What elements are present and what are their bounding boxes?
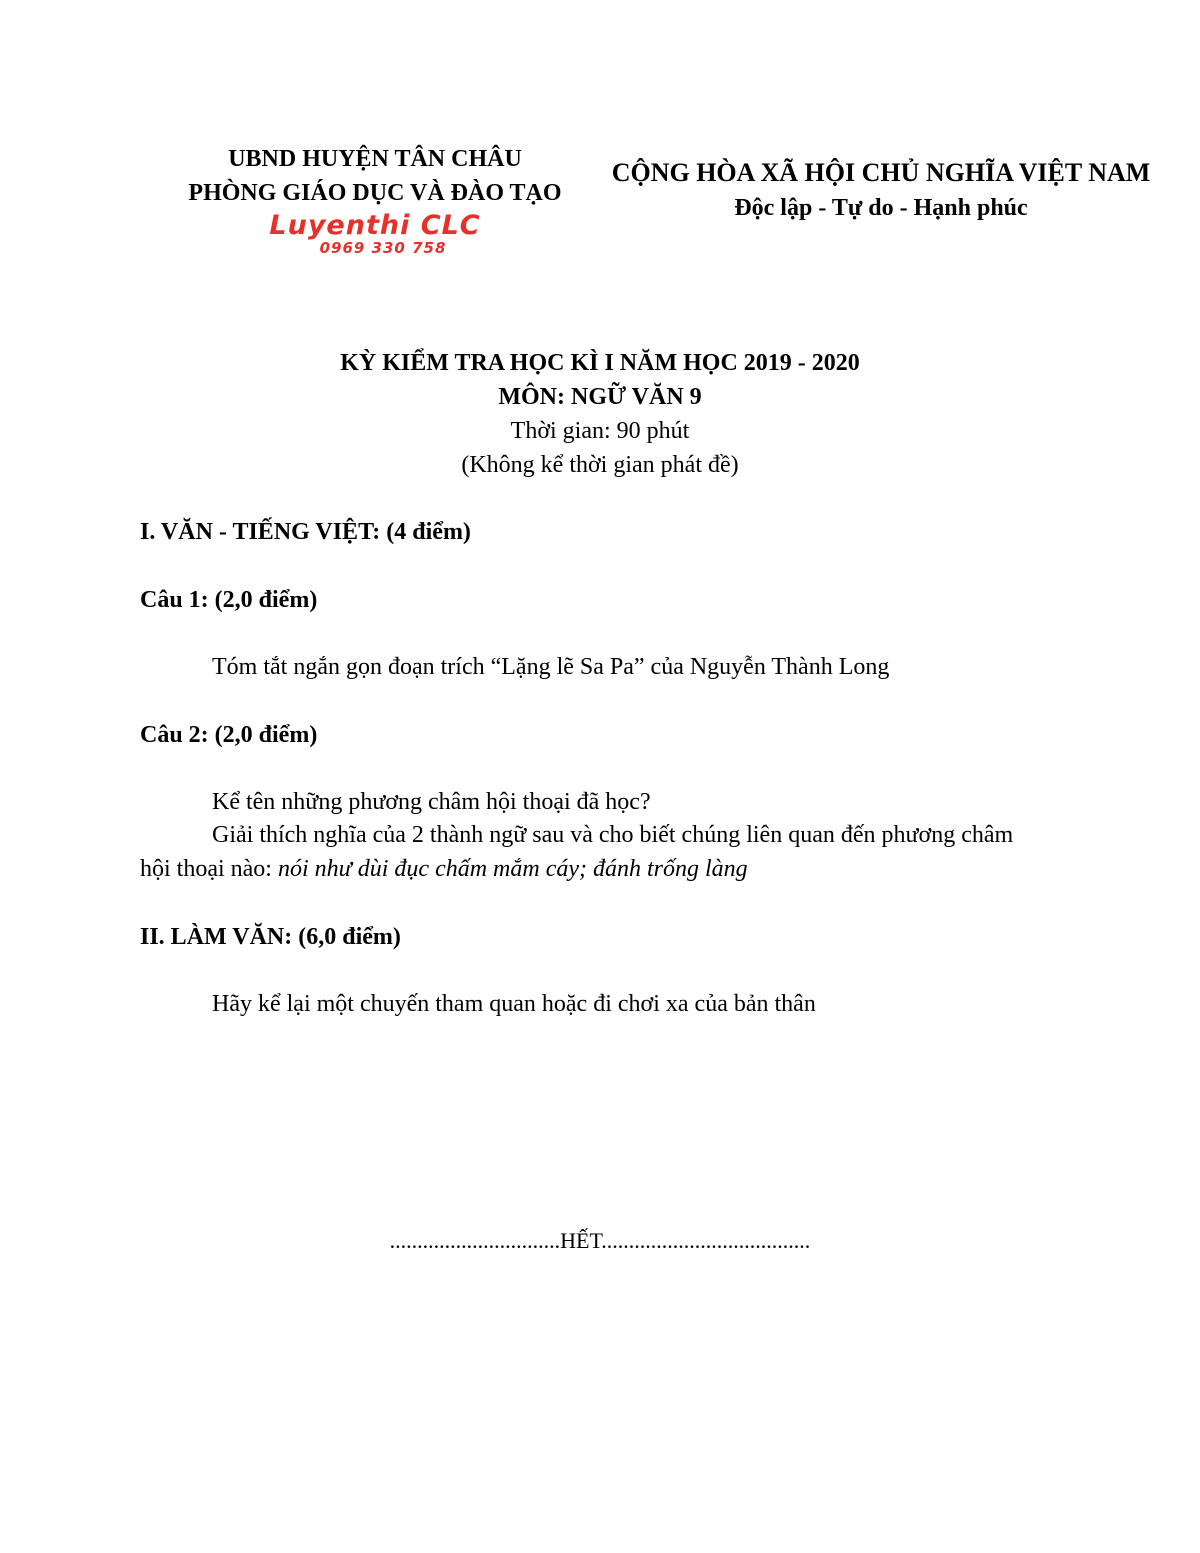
question-2-line-1: Kể tên những phương châm hội thoại đã học? [212, 789, 651, 815]
exam-title-block [0, 346, 1200, 482]
watermark-phone: 0969 330 758 [319, 239, 447, 257]
end-marker: ...............................HẾT...................................... [389, 1228, 811, 1253]
nation-name: CỘNG HÒA XÃ HỘI CHỦ NGHĨA VIỆT NAM [611, 158, 1151, 187]
watermark-logo [160, 212, 590, 258]
idioms-text: nói như dùi đục chấm mắm cáy; đánh trống làng [277, 856, 748, 882]
header-left [160, 142, 590, 258]
question-2-heading: Câu 2: (2,0 điểm) [140, 722, 318, 748]
exam-title: KỲ KIỂM TRA HỌC KÌ I NĂM HỌC 2019 - 2020 [340, 350, 860, 376]
question-2-line-2: Giải thích nghĩa của 2 thành ngữ sau và cho biết chúng liên quan đến phương châm [212, 822, 1014, 848]
question-1-heading: Câu 1: (2,0 điểm) [140, 587, 318, 613]
question-2-line-3-plain: hội thoại nào: [140, 856, 278, 882]
exam-time: Thời gian: 90 phút [510, 418, 690, 444]
section-1-heading: I. VĂN - TIẾNG VIỆT: (4 điểm) [140, 519, 471, 545]
section-2-heading: II. LÀM VĂN: (6,0 điểm) [140, 924, 401, 950]
national-motto: Độc lập - Tự do - Hạnh phúc [734, 195, 1028, 221]
question-1-text: Tóm tắt ngắn gọn đoạn trích “Lặng lẽ Sa Pa” của Nguyễn Thành Long [212, 654, 890, 680]
watermark-name: Luyenthi CLC [269, 210, 481, 241]
exam-note: (Không kể thời gian phát đề) [461, 452, 739, 478]
district-name: UBND HUYỆN TÂN CHÂU [228, 146, 522, 172]
question-2-line-3 [140, 853, 748, 885]
header-right [606, 155, 1156, 225]
section-2-text: Hãy kể lại một chuyến tham quan hoặc đi chơi xa của bản thân [212, 991, 816, 1017]
exam-subject: MÔN: NGỮ VĂN 9 [498, 384, 702, 410]
department-name: PHÒNG GIÁO DỤC VÀ ĐÀO TẠO [188, 180, 562, 206]
